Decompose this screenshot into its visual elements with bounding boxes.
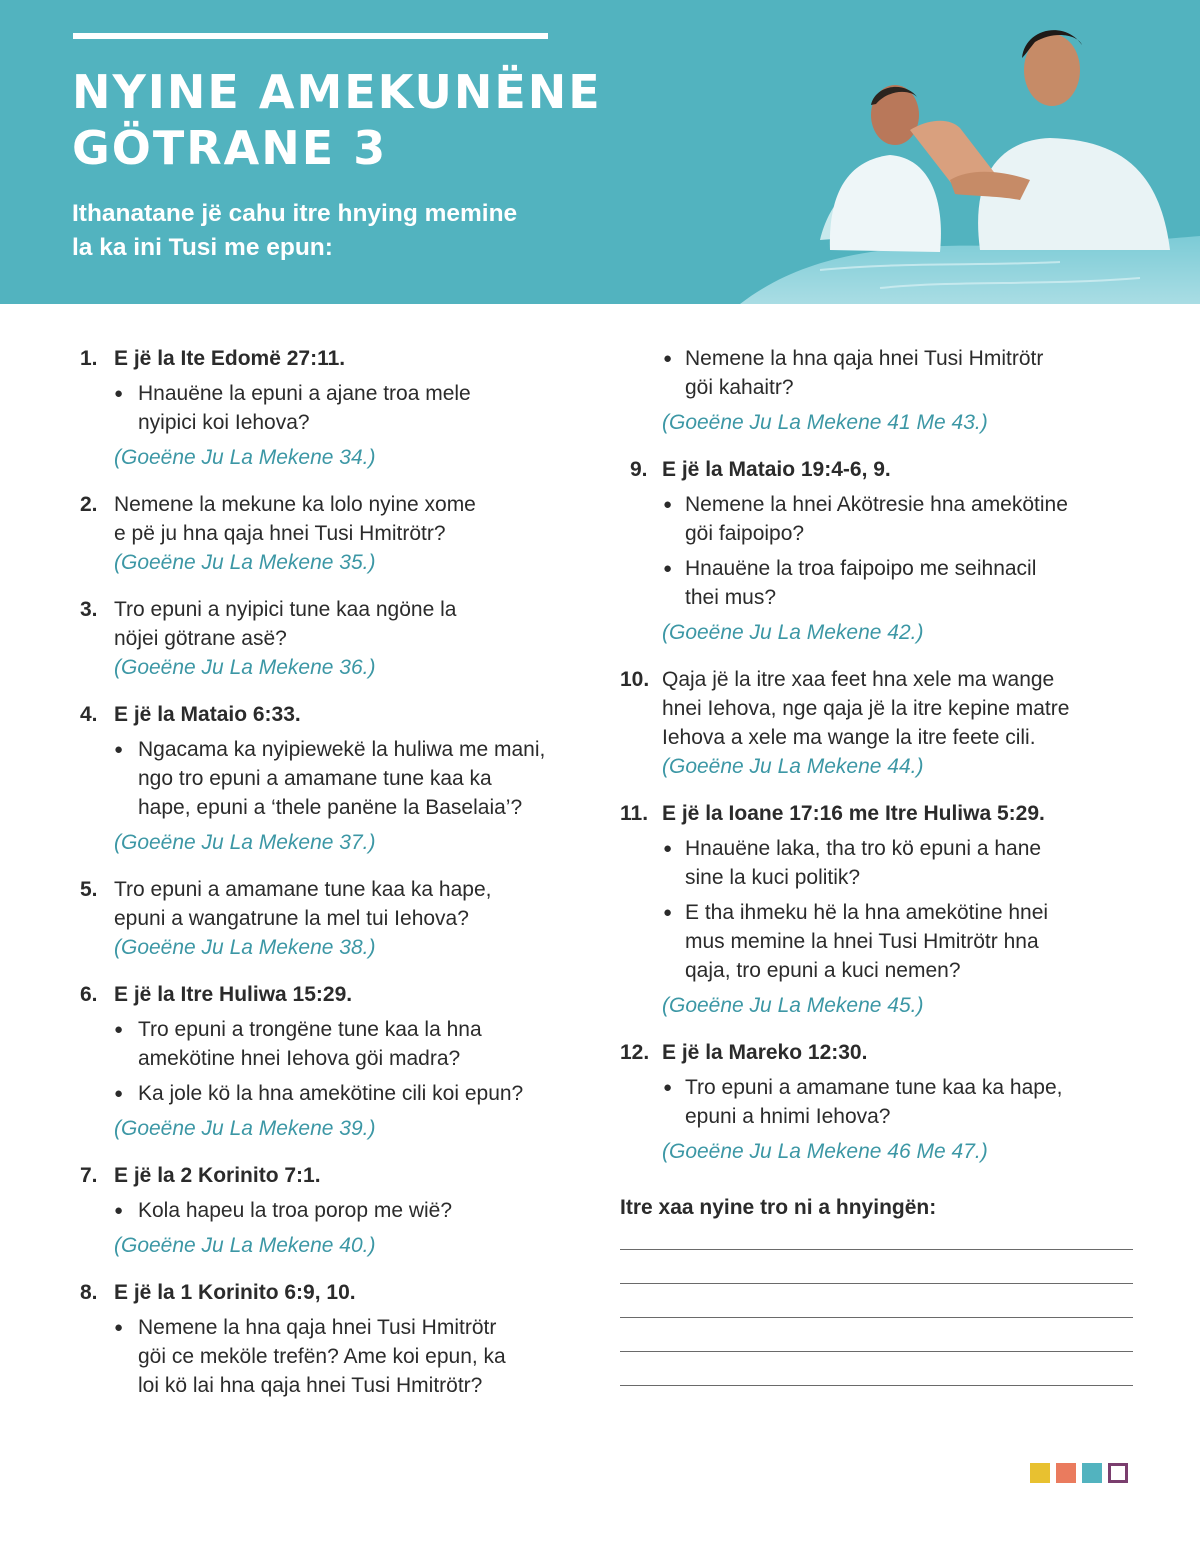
question-number: 5.	[80, 878, 98, 901]
teal-square	[1082, 1463, 1102, 1483]
question-number: 8.	[80, 1281, 98, 1304]
question-text: E jë la 1 Korinito 6:9, 10.	[114, 1281, 356, 1304]
orange-square	[1056, 1463, 1076, 1483]
question-number: 7.	[80, 1164, 98, 1187]
question-text: E jë la Mataio 19:4-6, 9.	[662, 458, 891, 481]
reference-link[interactable]: (Goeëne Ju La Mekene 37.)	[114, 831, 376, 854]
bullet-line: epuni a hnimi Iehova?	[685, 1105, 891, 1128]
outline-square	[1108, 1463, 1128, 1483]
reference-link[interactable]: (Goeëne Ju La Mekene 35.)	[114, 551, 376, 574]
bullet-item	[80, 1015, 590, 1073]
question-text-line: Tro epuni a amamane tune kaa ka hape,	[114, 878, 492, 901]
reference-link[interactable]: (Goeëne Ju La Mekene 46 Me 47.)	[662, 1140, 988, 1163]
reference-link[interactable]: (Goeëne Ju La Mekene 45.)	[662, 994, 924, 1017]
question-11	[620, 799, 1140, 828]
bullet-line: qaja, tro epuni a kuci nemen?	[685, 959, 961, 982]
reference-link[interactable]: (Goeëne Ju La Mekene 38.)	[114, 936, 376, 959]
page-title	[72, 64, 602, 176]
notes-heading: Itre xaa nyine tro ni a hnyingën:	[620, 1196, 937, 1219]
question-9	[620, 455, 1140, 484]
bullet-item	[80, 1196, 590, 1225]
question-text-line: Tro epuni a nyipici tune kaa ngöne la	[114, 598, 457, 621]
bullet-line: loi kö lai hna qaja hnei Tusi Hmitrötr?	[138, 1374, 483, 1397]
bullet-item	[620, 898, 1140, 985]
bullet-line: amekötine hnei Iehova göi madra?	[138, 1047, 461, 1070]
question-text-line: Iehova a xele ma wange la itre feete cili.	[662, 726, 1036, 749]
question-3	[80, 595, 590, 653]
question-text: E jë la Ioane 17:16 me Itre Huliwa 5:29.	[662, 802, 1045, 825]
color-squares	[1030, 1463, 1128, 1483]
question-number: 3.	[80, 598, 98, 621]
yellow-square	[1030, 1463, 1050, 1483]
question-number: 6.	[80, 983, 98, 1006]
bullet-line: Hnauëne laka, tha tro kö epuni a hane	[685, 837, 1042, 860]
bullet-line: sine la kuci politik?	[685, 866, 861, 889]
question-text-line: Nemene la mekune ka lolo nyine xome	[114, 493, 476, 516]
bullet-line: Kola hapeu la troa porop me wië?	[138, 1199, 453, 1222]
bullet-line: Hnauëne la epuni a ajane troa mele	[138, 382, 471, 405]
bullet-line: göi ce meköle trefën? Ame koi epun, ka	[138, 1345, 506, 1368]
bullet-line: Ngacama ka nyipiewekë la huliwa me mani,	[138, 738, 546, 761]
title-line-2: GÖTRANE 3	[72, 121, 388, 175]
reference-link[interactable]: (Goeëne Ju La Mekene 34.)	[114, 446, 376, 469]
bullet-line: E tha ihmeku hë la hna amekötine hnei	[685, 901, 1049, 924]
bullet-item	[80, 735, 590, 822]
question-number: 1.	[80, 347, 98, 370]
bullet-line: Nemene la hna qaja hnei Tusi Hmitrötr	[685, 347, 1044, 370]
question-number: 9.	[630, 458, 648, 481]
question-text: E jë la 2 Korinito 7:1.	[114, 1164, 321, 1187]
left-column	[80, 344, 590, 1400]
bullet-line: Tro epuni a trongëne tune kaa la hna	[138, 1018, 482, 1041]
question-2	[80, 490, 590, 548]
question-number: 12.	[620, 1041, 650, 1064]
question-text-line: epuni a wangatrune la mel tui Iehova?	[114, 907, 469, 930]
bullet-item	[620, 490, 1140, 548]
question-6	[80, 980, 590, 1009]
question-10	[620, 665, 1140, 752]
reference-link[interactable]: (Goeëne Ju La Mekene 44.)	[662, 755, 924, 778]
reference-link[interactable]: (Goeëne Ju La Mekene 41 Me 43.)	[662, 411, 988, 434]
bullet-item	[80, 1313, 590, 1400]
note-line[interactable]	[620, 1351, 1133, 1352]
bullet-item	[620, 834, 1140, 892]
question-5	[80, 875, 590, 933]
question-number: 2.	[80, 493, 98, 516]
header-banner	[0, 0, 1200, 304]
bullet-line: hape, epuni a ‘thele panëne la Baselaia’?	[138, 796, 523, 819]
reference-link[interactable]: (Goeëne Ju La Mekene 36.)	[114, 656, 376, 679]
bullet-item	[620, 1073, 1140, 1131]
note-line[interactable]	[620, 1283, 1133, 1284]
question-12	[620, 1038, 1140, 1067]
bullet-item	[80, 1079, 590, 1108]
question-text: E jë la Itre Huliwa 15:29.	[114, 983, 353, 1006]
bullet-line: göi kahaitr?	[685, 376, 794, 399]
question-text: E jë la Mataio 6:33.	[114, 703, 301, 726]
question-text: E jë la Mareko 12:30.	[662, 1041, 868, 1064]
subtitle-line-2: la ka ini Tusi me epun:	[72, 234, 333, 261]
question-1	[80, 344, 590, 373]
question-text-line: e pë ju hna qaja hnei Tusi Hmitrötr?	[114, 522, 446, 545]
subtitle-line-1: Ithanatane jë cahu itre hnying memine	[72, 200, 518, 227]
question-7	[80, 1161, 590, 1190]
page-subtitle	[72, 197, 517, 265]
bullet-line: mus memine la hnei Tusi Hmitrötr hna	[685, 930, 1039, 953]
bullet-item	[620, 554, 1140, 612]
question-text-line: Qaja jë la itre xaa feet hna xele ma wange	[662, 668, 1055, 691]
question-number: 10.	[620, 668, 650, 691]
bullet-line: ngo tro epuni a amamane tune kaa ka	[138, 767, 492, 790]
question-number: 11.	[620, 802, 649, 825]
question-number: 4.	[80, 703, 98, 726]
right-column	[620, 344, 1140, 1386]
question-text-line: hnei Iehova, nge qaja jë la itre kepine matre	[662, 697, 1070, 720]
question-text: E jë la Ite Edomë 27:11.	[114, 347, 346, 370]
bullet-item	[620, 344, 1140, 402]
reference-link[interactable]: (Goeëne Ju La Mekene 39.)	[114, 1117, 376, 1140]
baptism-illustration	[700, 0, 1200, 304]
header-rule	[73, 33, 548, 39]
bullet-line: Ka jole kö la hna amekötine cili koi epun?	[138, 1082, 524, 1105]
note-line[interactable]	[620, 1249, 1133, 1250]
bullet-line: thei mus?	[685, 586, 777, 609]
note-line[interactable]	[620, 1317, 1133, 1318]
bullet-item	[80, 379, 590, 437]
reference-link[interactable]: (Goeëne Ju La Mekene 42.)	[662, 621, 924, 644]
bullet-line: Tro epuni a amamane tune kaa ka hape,	[685, 1076, 1063, 1099]
note-line[interactable]	[620, 1385, 1133, 1386]
reference-link[interactable]: (Goeëne Ju La Mekene 40.)	[114, 1234, 376, 1257]
bullet-line: göi faipoipo?	[685, 522, 805, 545]
title-line-1: NYINE AMEKUNËNE	[72, 65, 602, 119]
question-8	[80, 1278, 590, 1307]
question-text-line: nöjei götrane asë?	[114, 627, 287, 650]
bullet-line: Nemene la hna qaja hnei Tusi Hmitrötr	[138, 1316, 497, 1339]
bullet-line: nyipici koi Iehova?	[138, 411, 310, 434]
bullet-line: Nemene la hnei Akötresie hna amekötine	[685, 493, 1068, 516]
question-4	[80, 700, 590, 729]
bullet-line: Hnauëne la troa faipoipo me seihnacil	[685, 557, 1037, 580]
